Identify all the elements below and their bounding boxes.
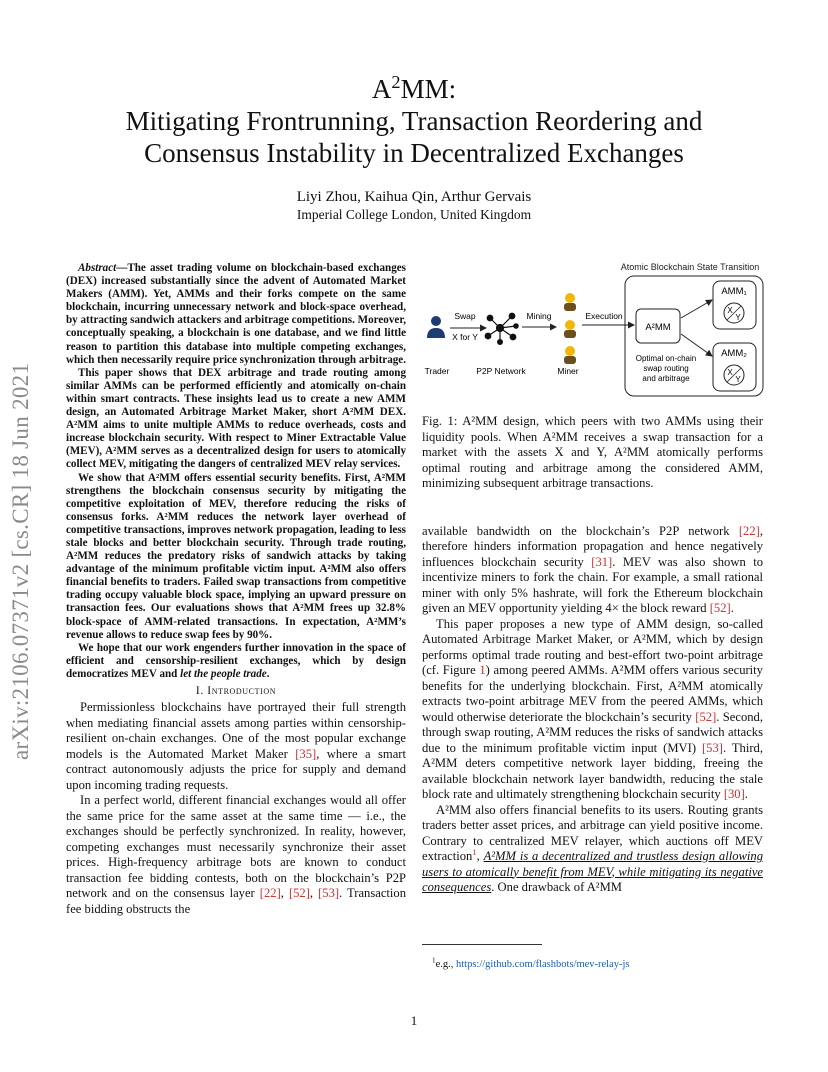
optimal-label-line1: Optimal on-chain	[635, 354, 697, 363]
left-column	[66, 262, 406, 917]
a2mm-architecture-diagram	[420, 258, 765, 398]
amm2-pool-y: Y	[735, 375, 741, 384]
abstract-paragraph-3: We show that A²MM offers essential security benefits. First, A²MM strengthens the blockchain consensus security by mitigating the competitive exploitation of MEV, therefore reducing the risks of consensus forks. A²MM reduces the network layer overhead of competitive transactions, improves network propagation, leading to less stale blocks and better blockchain security. Through trade routing, A²MM reduces the predatory risks of sandwich attacks by taking advantage of the minimum profitable victim input. A²MM also offers financial benefits to traders. Failed swap transactions from competitive trading occupy valuable block space, implying an upward pressure on transaction fees. Our evaluations shows that A²MM frees up 32.8% block-space of AMM-related transactions. In expectation, A²MM’s revenue allows to reduce swap fees by 90%.	[66, 471, 406, 641]
citation-link[interactable]: [30]	[723, 787, 745, 801]
trader-label: Trader	[424, 366, 450, 376]
amm2-label: AMM₂	[721, 348, 747, 359]
citation-link[interactable]: [35]	[295, 746, 317, 761]
p2p-network-icon	[485, 313, 518, 344]
figure-1-caption: Fig. 1: A²MM design, which peers with two AMMs using their liquidity pools. When A²MM receives a swap transaction for a market with the assets X and Y, A²MM atomically performs optimal routing and arbitrage among the considered AMM, minimizing subsequent arbitrage transactions.	[422, 414, 763, 490]
citation-link[interactable]: [52]	[288, 886, 310, 900]
footnote-mark: 1	[432, 956, 436, 965]
citation-link[interactable]: [52]	[695, 709, 717, 724]
p2p-network-label: P2P Network	[476, 366, 526, 376]
affiliation: Imperial College London, United Kingdom	[296, 207, 532, 222]
a2mm-box-label: A²MM	[645, 322, 671, 333]
footnote-marker-link[interactable]: 1	[472, 846, 477, 857]
abstract-label: Abstract	[78, 262, 117, 274]
optimal-label-line3: and arbitrage	[642, 374, 690, 383]
mining-label: Mining	[526, 311, 552, 321]
arrow-to-amm1	[681, 300, 712, 318]
amm1-pool-y: Y	[735, 313, 741, 322]
right-paragraph-1: available bandwidth on the blockchain’s P2P network [22], therefore hinders information propagation and hence negatively influences blockchain security [31]. MEV was also shown to incentivize miners to fork the chain. For example, a small rational miner with only 5% hashrate, will fork the Ethereum blockchain given an MEV opportunity yielding 4× the block reward [52].	[422, 523, 763, 615]
intro-paragraph-2: In a perfect world, different financial exchanges would all offer the same price for the same asset at the same time — i.e., the exchanges should be perfectly synchronized. In reality, however, competing exchanges must necessarily synchronize their asset prices. High-frequency arbitrage bots are known to conduct transaction fee bidding contests, both on the blockchain’s P2P network and on the consensus layer [22], [52], [53]. Transaction fee bidding obstructs the	[66, 793, 407, 916]
x-for-y-label: X for Y	[452, 332, 478, 342]
intro-paragraph-1: Permissionless blockchains have portrayed their full strength when mediating financial assets among parties within censorship-resilient on-chain exchanges. One of the most popular exchange models is the Automated Market Maker [35], where a smart contract autonomously adjusts the price for supply and demand upon incoming trading requests.	[66, 700, 406, 792]
right-paragraph-2: This paper proposes a new type of AMM design, so-called Automated Arbitrage Market Maker, or A²MM, which by design performs optimal trade routing and best-effort two-point arbitrage (cf. Figure 1) among peered AMMs. A²MM offers various security benefits for the underlying blockchain. First, A²MM atomically extracts two-point arbitrage MEV from the peered AMMs, which would otherwise deteriorate the blockchain’s security [52]. Second, through swap routing, A²MM reduces the risks of sandwich attacks due to the minimum profitable victim input (MVI) [53]. Third, A²MM deters competitive network layer bidding, freeing the available blockchain network layer bandwidth, reducing the stale block rate and ultimately strengthening blockchain security [30].	[422, 616, 763, 801]
footnote: $^1$e.g., https://github.com/flashbots/mev-relay-js	[432, 956, 630, 970]
swap-label: Swap	[454, 311, 476, 321]
amm2-pool-x: X	[727, 368, 733, 377]
footnote-divider	[422, 944, 542, 945]
paper-title-line3: Consensus Instability in Decentralized Exchanges	[144, 138, 684, 168]
citation-link[interactable]: [31]	[591, 554, 613, 569]
authors: Liyi Zhou, Kaihua Qin, Arthur Gervais	[296, 189, 532, 205]
citation-link[interactable]: [52]	[709, 601, 731, 615]
page-number: 1	[410, 1013, 418, 1028]
right-paragraph-3: A²MM also offers financial benefits to its users. Routing grants traders better asset prices, and arbitrage can yield positive income. Contrary to centralized MEV relayer, which auctions off MEV extraction$^1$, A²MM is a decentralized and trustless design allowing users to atomically benefit from MEV, while mitigating its negative consequences. One drawback of A²MM	[422, 802, 764, 894]
trader-icon	[427, 316, 445, 338]
citation-link[interactable]: [53]	[701, 740, 723, 755]
optimal-label-line2: swap routing	[643, 364, 689, 373]
citation-link[interactable]: [22]	[259, 886, 281, 900]
figure-reference-link[interactable]: 1	[479, 663, 486, 677]
emphasized-statement: A²MM is a decentralized and trustless design allowing users to atomically benefit from MEV, while mitigating its negative consequences	[422, 849, 764, 894]
citation-link[interactable]: [22]	[738, 523, 760, 538]
execution-label: Execution	[585, 311, 623, 321]
arrow-to-amm2	[681, 334, 712, 356]
figure-header-label: Atomic Blockchain State Transition	[620, 262, 760, 272]
right-column	[422, 414, 763, 896]
citation-link[interactable]: [53]	[318, 886, 340, 900]
amm1-pool-x: X	[727, 306, 733, 315]
footnote-url-link[interactable]: https://github.com/flashbots/mev-relay-js	[455, 959, 630, 970]
introduction-text	[66, 700, 406, 917]
section-heading-introduction: I. Introduction	[195, 685, 277, 697]
abstract-paragraph-2: This paper shows that DEX arbitrage and trade routing among similar AMMs can be performed efficiently and atomically on-chain within smart contracts. These insights lead us to create a new AMM design, an Automated Arbitrage Market Maker, short A²MM DEX. A²MM aims to unite multiple AMMs to reduce overheads, costs and increase blockchain security. With respect to Miner Extractable Value (MEV), A²MM serves as a decentralized design for users to atomically collect MEV, mitigating the dangers of centralized MEV relay services.	[66, 366, 406, 471]
miner-icon	[564, 293, 576, 364]
paper-title-line1: $A^2MM$:	[371, 72, 457, 104]
abstract-paragraph-4: We hope that our work engenders further innovation in the space of efficient and censorship-resilient exchanges, which by design democratizes MEV and let the people trade.	[66, 641, 406, 680]
amm1-label: AMM₁	[721, 286, 747, 297]
abstract	[66, 262, 406, 681]
paper-title-line2: Mitigating Frontrunning, Transaction Reordering and	[125, 106, 703, 136]
arxiv-identifier-stamp: arXiv:2106.07371v2 [cs.CR] 18 Jun 2021	[8, 362, 33, 760]
miner-label: Miner	[557, 366, 579, 376]
figure-1-diagram	[420, 258, 765, 398]
right-column-text	[422, 524, 763, 896]
abstract-paragraph-1: —The asset trading volume on blockchain-based exchanges (DEX) increased substantially since the advent of Automated Market Makers (AMM). Yet, AMMs and their forks compete on the same blockchain, incurring unnecessary network and block-space overhead, by attracting sandwich attackers and arbitrage competitions. Moreover, conceptually speaking, a blockchain is one database, and we find little reason to partition this database into multiple competing exchanges, which then necessarily require price synchronization through arbitrage.	[66, 262, 406, 366]
